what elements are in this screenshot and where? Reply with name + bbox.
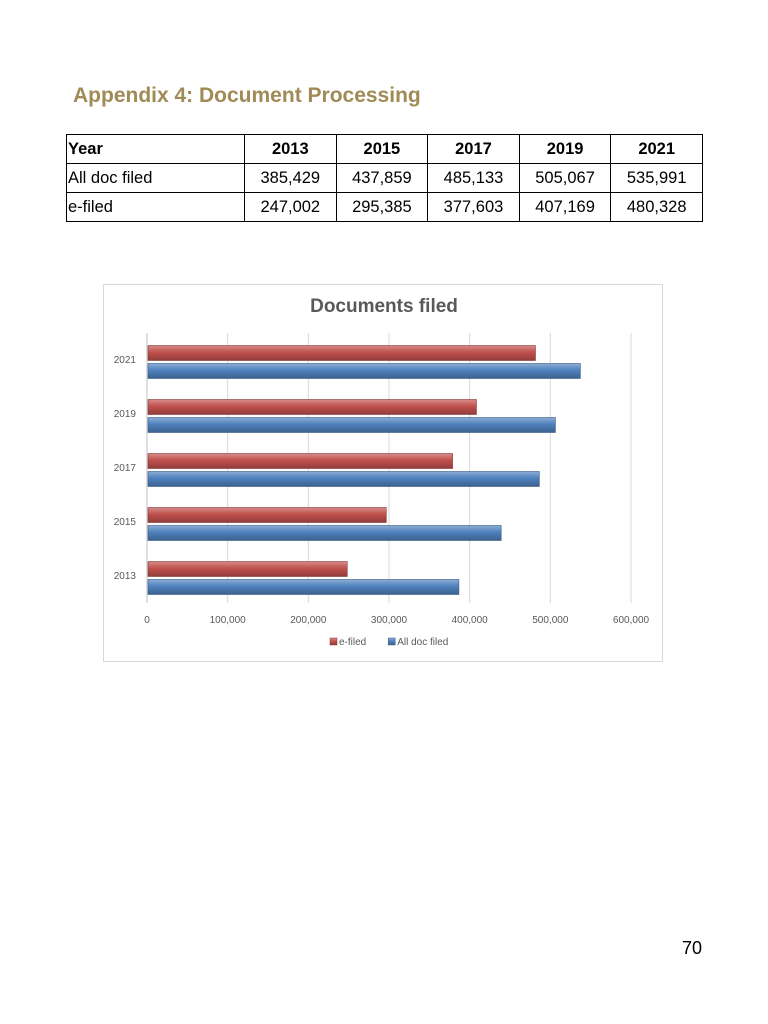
x-tick-label: 600,000: [612, 615, 650, 626]
x-tick-label: 0: [144, 615, 150, 626]
table-cell: 377,603: [428, 193, 520, 222]
bar-all-doc-filed: [148, 472, 539, 487]
table-header-cell: Year: [67, 135, 245, 164]
document-processing-table: [66, 134, 703, 222]
legend-label: e-filed: [339, 637, 367, 648]
bar-all-doc-filed: [148, 364, 580, 379]
bar-all-doc-filed: [148, 418, 555, 433]
table-cell: 295,385: [336, 193, 428, 222]
y-tick-label: 2015: [113, 517, 136, 528]
table-cell: 385,429: [245, 164, 337, 193]
table-header-row: [67, 135, 703, 164]
bar-e-filed: [148, 346, 535, 361]
table-cell: 437,859: [336, 164, 428, 193]
table-row-label: e-filed: [67, 193, 245, 222]
table-header-cell: 2019: [519, 135, 611, 164]
x-tick-label: 100,000: [209, 615, 246, 626]
x-tick-label: 500,000: [532, 615, 569, 626]
table-row: [67, 164, 703, 193]
table-cell: 485,133: [428, 164, 520, 193]
chart-title: Documents filed: [310, 296, 458, 317]
table-row-label: All doc filed: [67, 164, 245, 193]
page-number: 70: [681, 938, 702, 958]
legend-swatch: [330, 638, 337, 645]
x-tick-label: 300,000: [370, 615, 408, 626]
x-tick-label: 400,000: [451, 615, 488, 626]
legend-swatch: [388, 638, 395, 645]
table-header-cell: 2021: [611, 135, 703, 164]
x-tick-label: 200,000: [290, 615, 327, 626]
bar-all-doc-filed: [148, 526, 501, 541]
y-tick-label: 2021: [113, 355, 136, 366]
bar-e-filed: [148, 454, 453, 469]
table-cell: 535,991: [611, 164, 703, 193]
table-row: [67, 193, 703, 222]
documents-filed-chart: [103, 284, 663, 662]
table-header-cell: 2013: [245, 135, 337, 164]
table-header-cell: 2017: [428, 135, 520, 164]
table-cell: 480,328: [611, 193, 703, 222]
y-tick-label: 2019: [113, 409, 136, 420]
chart-canvas: [104, 285, 664, 663]
y-tick-label: 2017: [113, 463, 136, 474]
table-cell: 407,169: [519, 193, 611, 222]
bar-e-filed: [148, 562, 347, 577]
table-cell: 505,067: [519, 164, 611, 193]
bar-e-filed: [148, 400, 476, 415]
page-heading: Appendix 4: Document Processing: [73, 84, 421, 107]
bar-all-doc-filed: [148, 580, 459, 595]
bar-e-filed: [148, 508, 386, 523]
table-cell: 247,002: [245, 193, 337, 222]
y-tick-label: 2013: [113, 571, 136, 582]
table-header-cell: 2015: [336, 135, 428, 164]
legend-label: All doc filed: [397, 637, 449, 648]
